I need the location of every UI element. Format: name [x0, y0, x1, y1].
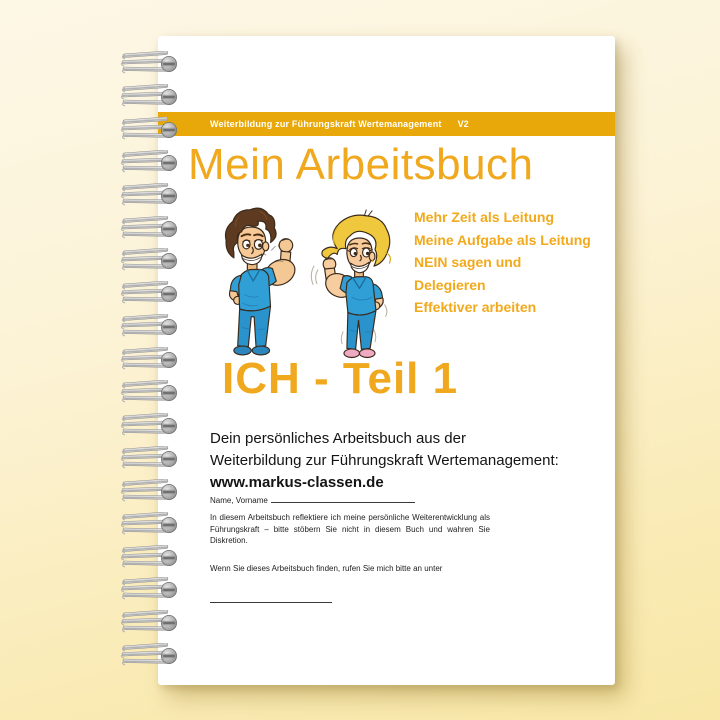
intro-line-2: Weiterbildung zur Führungskraft Wertemanagement:: [210, 452, 559, 469]
workbook-cover: [158, 36, 615, 685]
topic-item: Effektiver arbeiten: [414, 299, 537, 315]
main-title: Mein Arbeitsbuch: [188, 140, 534, 189]
binder-coil: [119, 117, 179, 143]
website-url: www.markus-classen.de: [210, 474, 384, 491]
intro-text: [210, 428, 559, 494]
binder-coil: [119, 183, 179, 209]
woman-character-illustration: [308, 208, 410, 360]
binder-coil: [119, 216, 179, 242]
header-course-title: Weiterbildung zur Führungskraft Wertemanagement: [210, 119, 442, 129]
binder-coil: [119, 248, 179, 274]
topic-item: Mehr Zeit als Leitung: [414, 209, 555, 225]
binder-coil: [119, 281, 179, 307]
binder-coil: [119, 347, 179, 373]
binder-coil: [119, 577, 179, 603]
binder-coil: [119, 479, 179, 505]
section-title: ICH - Teil 1: [222, 354, 459, 403]
phone-blank-line: [210, 594, 332, 603]
binder-coil: [119, 84, 179, 110]
binder-coil: [119, 446, 179, 472]
binder-coil: [119, 512, 179, 538]
header-version-label: V2: [457, 119, 469, 129]
privacy-note: In diesem Arbeitsbuch reflektiere ich meine persönliche Weiterentwicklung als Führungskraft – bitte stöbern Sie nicht in diesem Buch und wahren Sie Diskretion.: [210, 513, 490, 545]
binder-coil: [119, 150, 179, 176]
man-character-illustration: [202, 202, 312, 364]
name-field-label: Name, Vorname: [210, 496, 268, 505]
header-bar: [158, 112, 615, 136]
binder-coil: [119, 51, 179, 77]
topic-item: Delegieren: [414, 276, 486, 293]
binder-coil: [119, 545, 179, 571]
topic-item: Meine Aufgabe als Leitung: [414, 231, 591, 248]
binder-coil: [119, 314, 179, 340]
binder-coil: [119, 413, 179, 439]
name-field-row: [210, 495, 415, 505]
binder-coil: [119, 643, 179, 669]
name-blank-line: [271, 495, 415, 503]
binder-coil: [119, 610, 179, 636]
binder-coil: [119, 380, 179, 406]
topics-list: [414, 206, 591, 319]
intro-line-1: Dein persönliches Arbeitsbuch aus der: [210, 430, 466, 447]
found-note: Wenn Sie dieses Arbeitsbuch finden, rufen Sie mich bitte an unter: [210, 564, 443, 573]
topic-item: NEIN sagen und: [414, 254, 522, 270]
